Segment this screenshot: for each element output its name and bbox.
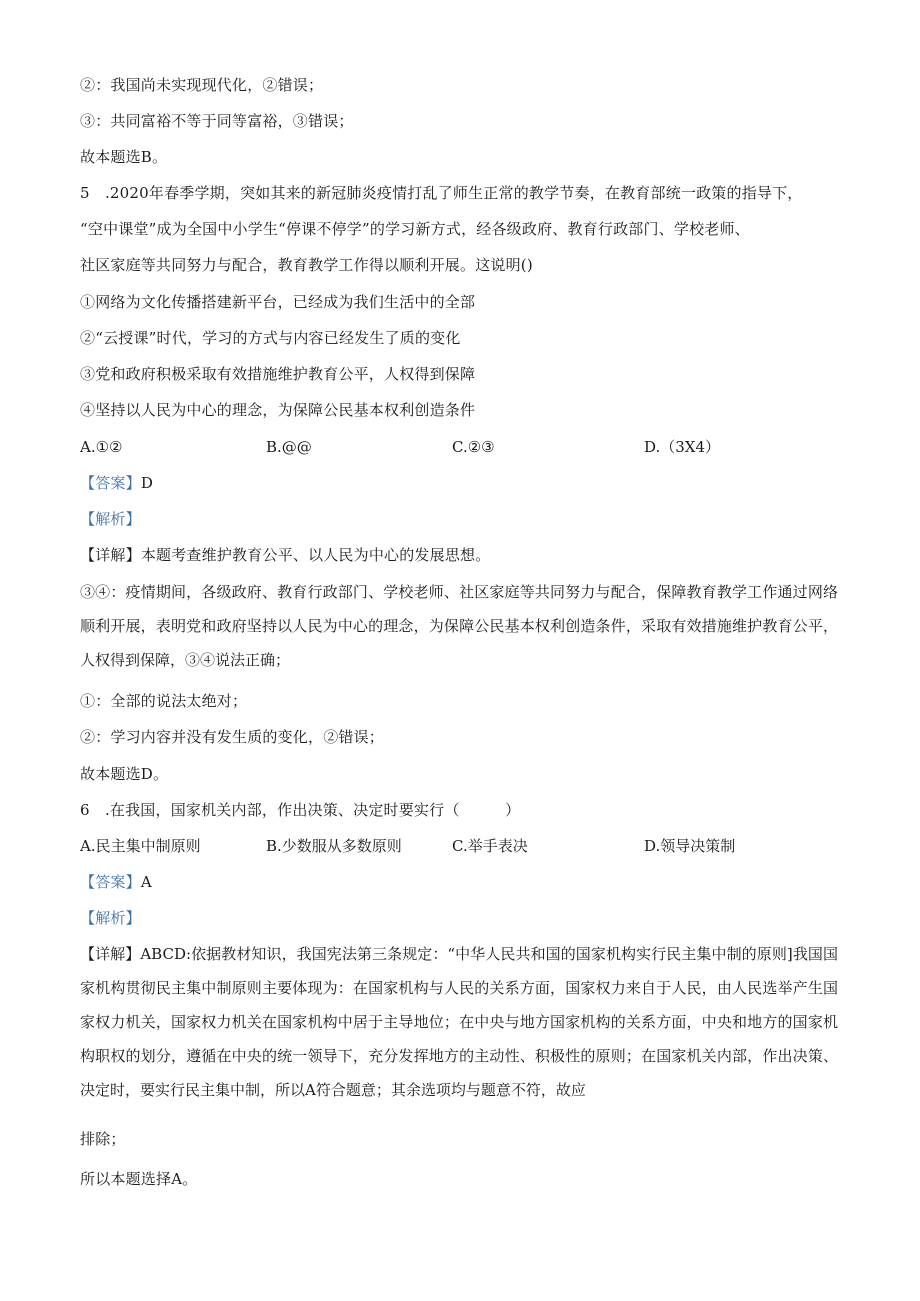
question-5-stem-1: 5 .2020年春季学期，突如其来的新冠肺炎疫情打乱了师生正常的教学节奏，在教育部统一政策的指导下， bbox=[80, 184, 803, 202]
question-6-detail-para bbox=[80, 937, 838, 1107]
detail-tag: 【详解】 bbox=[80, 546, 141, 564]
question-5-analysis-tag: 【解析】 bbox=[80, 510, 141, 528]
question-5-explanation-2: ②：学习内容并没有发生质的变化，②错误； bbox=[80, 728, 385, 746]
question-6-conclusion: 所以本题选择A。 bbox=[80, 1170, 198, 1188]
question-5-answer bbox=[80, 473, 153, 493]
option-c: C.举手表决 bbox=[452, 837, 528, 855]
question-6-stem: 6 .在我国，国家机关内部，作出决策、决定时要实行（ ） bbox=[80, 801, 521, 819]
option-b: B.@@ bbox=[266, 438, 312, 456]
question-5-statement-1: ①网络为文化传播搭建新平台，已经成为我们生活中的全部 bbox=[80, 293, 476, 311]
detail-text: 本题考查维护教育公平、以人民为中心的发展思想。 bbox=[140, 546, 491, 564]
answer-value: D bbox=[140, 474, 154, 492]
question-5-explanation-1: ①：全部的说法太绝对； bbox=[80, 692, 248, 710]
question-5-statement-4: ④坚持以人民为中心的理念，为保障公民基本权利创造条件 bbox=[80, 401, 476, 419]
option-b: B.少数服从多数原则 bbox=[266, 837, 402, 855]
question-5-statement-3: ③党和政府积极采取有效措施维护教育公平，人权得到保障 bbox=[80, 365, 476, 383]
question-6-analysis-tag: 【解析】 bbox=[80, 909, 141, 927]
answer-b-conclusion: 故本题选B。 bbox=[80, 148, 168, 166]
line-3-error: ③：共同富裕不等于同等富裕，③错误； bbox=[80, 112, 354, 130]
answer-value: A bbox=[140, 873, 152, 891]
detail-tag: 【详解】 bbox=[80, 945, 141, 963]
option-d: D.领导决策制 bbox=[644, 837, 736, 855]
option-a: A.①② bbox=[80, 438, 123, 456]
question-6-detail-end: 排除； bbox=[80, 1130, 126, 1148]
option-c: C.②③ bbox=[452, 438, 495, 456]
option-d: D.（3X4） bbox=[644, 438, 721, 456]
question-5-stem-3: 社区家庭等共同努力与配合，教育教学工作得以顺利开展。这说明() bbox=[80, 256, 533, 274]
line-2-error: ②：我国尚未实现现代化，②错误； bbox=[80, 76, 324, 94]
option-a: A.民主集中制原则 bbox=[80, 837, 201, 855]
question-5-explanation-para: ③④：疫情期间，各级政府、教育行政部门、学校老师、社区家庭等共同努力与配合，保障教育教学工作通过网络顺利开展，表明党和政府坚持以人民为中心的理念，为保障公民基本权利创造条件，采取有效措施维护教育公平，人权得到保障，③④说法正确； bbox=[80, 583, 838, 669]
question-5-detail bbox=[80, 545, 490, 565]
question-5-conclusion: 故本题选D。 bbox=[80, 765, 169, 783]
question-5-statement-2: ②“云授课”时代，学习的方式与内容已经发生了质的变化 bbox=[80, 329, 461, 347]
answer-tag: 【答案】 bbox=[80, 474, 141, 492]
answer-tag: 【答案】 bbox=[80, 873, 141, 891]
question-6-answer bbox=[80, 872, 152, 892]
question-5-stem-2: “空中课堂”成为全国中小学生“停课不停学”的学习新方式，经各级政府、教育行政部门、学校老师、 bbox=[80, 220, 750, 238]
detail-text: ABCD:依据教材知识，我国宪法第三条规定：“中华人民共和国的国家机构实行民主集中制的原则]我国国家机构贯彻民主集中制原则主要体现为：在国家机构与人民的关系方面，国家权力来自于人民，由人民选举产生国家权力机关，国家权力机关在国家机构中居于主导地位；在中央与地方国家机构的关系方面，中央和地方的国家机构职权的划分，遵循在中央的统一领导下，充分发挥地方的主动性、积极性的原则；在国家机关内部，作出决策、决定时，要实行民主集中制，所以A符合题意；其余选项均与题意不符，故应 bbox=[80, 945, 838, 1099]
